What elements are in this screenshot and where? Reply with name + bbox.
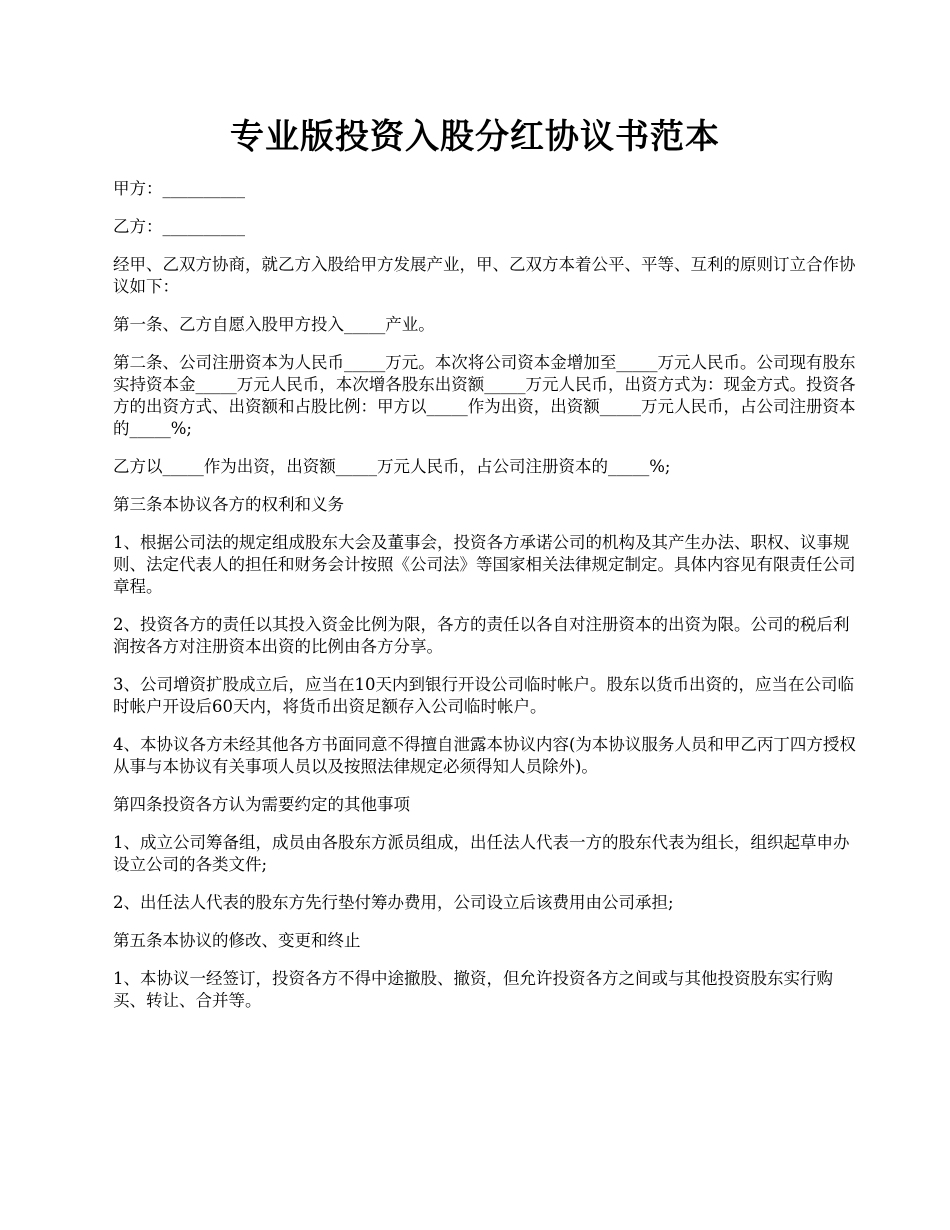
article-3-item-2: 2、投资各方的责任以其投入资金比例为限，各方的责任以各自对注册资本的出资为限。公司的税后利润按各方对注册资本出资的比例由各方分享。 bbox=[113, 615, 850, 656]
article-5-item-1: 1、本协议一经签订，投资各方不得中途撤股、撤资，但允许投资各方之间或与其他投资股东实行购买、转让、合并等。 bbox=[113, 969, 833, 1010]
article-2-party-b: 乙方以_____作为出资，出资额_____万元人民币，占公司注册资本的_____%; bbox=[113, 457, 671, 476]
article-4-heading: 第四条投资各方认为需要约定的其他事项 bbox=[113, 795, 410, 814]
document-body bbox=[113, 178, 858, 1028]
article-3-item-1: 1、根据公司法的规定组成股东大会及董事会，投资各方承诺公司的机构及其产生办法、职权、议事规则、法定代表人的担任和财务会计按照《公司法》等国家相关法律规定制定。具体内容见有限责任公司章程。 bbox=[113, 533, 856, 596]
party-b-line: 乙方：__________ bbox=[113, 217, 245, 236]
document-title: 专业版投资入股分红协议书范本 bbox=[230, 117, 720, 157]
article-1: 第一条、乙方自愿入股甲方投入_____产业。 bbox=[113, 315, 435, 334]
preamble-paragraph: 经甲、乙双方协商，就乙方入股给甲方发展产业，甲、乙双方本着公平、平等、互利的原则订立合作协议如下： bbox=[113, 255, 856, 296]
article-5-heading: 第五条本协议的修改、变更和终止 bbox=[113, 931, 361, 950]
article-4-item-2: 2、出任法人代表的股东方先行垫付筹办费用，公司设立后该费用由公司承担; bbox=[113, 893, 674, 912]
article-2: 第二条、公司注册资本为人民币_____万元。本次将公司资本金增加至_____万元人民币。公司现有股东实持资本金_____万元人民币，本次增各股东出资额_____万元人民币，出资方式为：现金方式。投资各方的出资方式、出资额和占股比例：甲方以_____作为出资，出资额_____万元人民币，占公司注册资本的_____%; bbox=[113, 353, 856, 438]
party-a-line: 甲方：__________ bbox=[113, 179, 245, 198]
article-3-item-4: 4、本协议各方未经其他各方书面同意不得擅自泄露本协议内容(为本协议服务人员和甲乙丙丁四方授权从事与本协议有关事项人员以及按照法律规定必须得知人员除外)。 bbox=[113, 735, 856, 776]
article-3-item-3: 3、公司增资扩股成立后，应当在10天内到银行开设公司临时帐户。股东以货币出资的，应当在公司临时帐户开设后60天内，将货币出资足额存入公司临时帐户。 bbox=[113, 675, 854, 716]
article-3-heading: 第三条本协议各方的权利和义务 bbox=[113, 495, 344, 514]
article-4-item-1: 1、成立公司筹备组，成员由各股东方派员组成，出任法人代表一方的股东代表为组长，组织起草申办设立公司的各类文件; bbox=[113, 833, 850, 874]
